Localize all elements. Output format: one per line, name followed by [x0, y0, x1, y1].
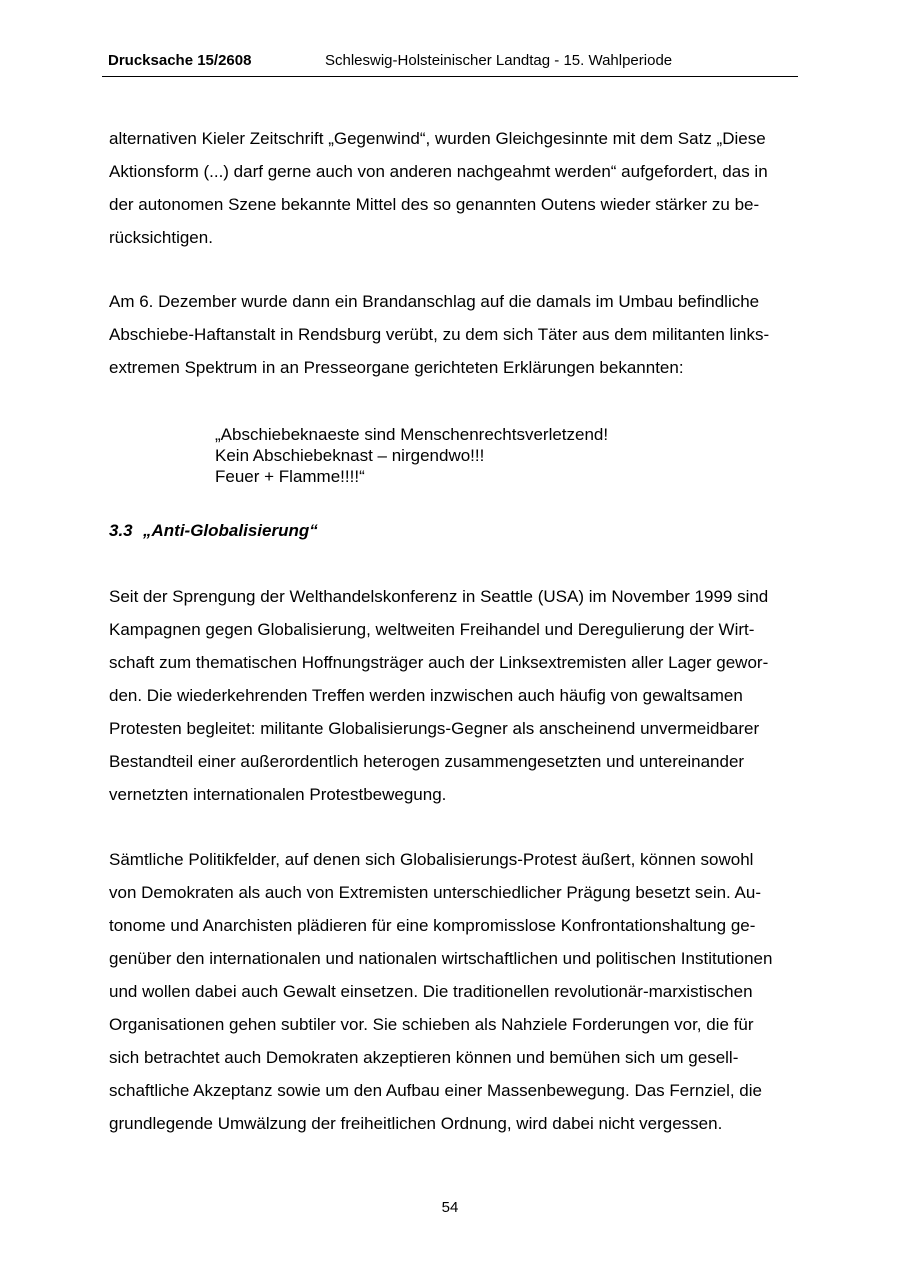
text-line: Aktionsform (...) darf gerne auch von anderen nachgeahmt werden“ aufgefordert, das in — [109, 162, 768, 181]
text-line: extremen Spektrum in an Presseorgane gerichteten Erklärungen bekannten: — [109, 358, 684, 377]
text-line: Bestandteil einer außerordentlich heterogen zusammengesetzten und untereinander — [109, 752, 745, 771]
text-line: Kampagnen gegen Globalisierung, weltweiten Freihandel und Deregulierung der Wirt- — [109, 620, 755, 639]
section-number: 3.3 — [109, 521, 133, 540]
text-line: sich betrachtet auch Demokraten akzeptieren können und bemühen sich um gesell- — [109, 1048, 739, 1067]
text-line: Sämtliche Politikfelder, auf denen sich Globalisierungs-Protest äußert, können sowohl — [109, 850, 754, 869]
text-line: Abschiebe-Haftanstalt in Rendsburg verübt, zu dem sich Täter aus dem militanten links- — [109, 325, 770, 344]
text-line: schaftliche Akzeptanz sowie um den Aufbau einer Massenbewegung. Das Fernziel, die — [109, 1081, 762, 1100]
section-heading — [109, 521, 318, 541]
text-line: grundlegende Umwälzung der freiheitlichen Ordnung, wird dabei nicht vergessen. — [109, 1114, 723, 1133]
text-line: rücksichtigen. — [109, 228, 213, 247]
text-line: alternativen Kieler Zeitschrift „Gegenwind“, wurden Gleichgesinnte mit dem Satz „Diese — [109, 129, 766, 148]
text-line: und wollen dabei auch Gewalt einsetzen. Die traditionellen revolutionär-marxistischen — [109, 982, 753, 1001]
text-line: Seit der Sprengung der Welthandelskonferenz in Seattle (USA) im November 1999 sind — [109, 587, 769, 606]
section-title: „Anti-Globalisierung“ — [143, 521, 318, 540]
header-divider — [102, 76, 798, 77]
quote-line: Kein Abschiebeknast – nirgendwo!!! — [215, 446, 485, 465]
page-number: 54 — [441, 1199, 459, 1216]
text-line: vernetzten internationalen Protestbewegung. — [109, 785, 447, 804]
text-line: den. Die wiederkehrenden Treffen werden inzwischen auch häufig von gewaltsamen — [109, 686, 743, 705]
text-line: genüber den internationalen und nationalen wirtschaftlichen und politischen Institutionen — [109, 949, 773, 968]
parliament-title: Schleswig-Holsteinischer Landtag - 15. Wahlperiode — [325, 52, 673, 69]
text-line: schaft zum thematischen Hoffnungsträger auch der Linksextremisten aller Lager gewor- — [109, 653, 769, 672]
text-line: tonome und Anarchisten plädieren für eine kompromisslose Konfrontationshaltung ge- — [109, 916, 756, 935]
text-line: Am 6. Dezember wurde dann ein Brandanschlag auf die damals im Umbau befindliche — [109, 292, 760, 311]
page-header — [108, 52, 798, 74]
text-line: der autonomen Szene bekannte Mittel des so genannten Outens wieder stärker zu be- — [109, 195, 760, 214]
document-number: Drucksache 15/2608 — [108, 52, 252, 69]
text-line: von Demokraten als auch von Extremisten unterschiedlicher Prägung besetzt sein. Au- — [109, 883, 762, 902]
quote-line: Feuer + Flamme!!!!“ — [215, 467, 365, 486]
text-line: Protesten begleitet: militante Globalisierungs-Gegner als anscheinend unvermeidbarer — [109, 719, 760, 738]
text-line: Organisationen gehen subtiler vor. Sie schieben als Nahziele Forderungen vor, die für — [109, 1015, 754, 1034]
quote-line: „Abschiebeknaeste sind Menschenrechtsverletzend! — [215, 425, 609, 444]
